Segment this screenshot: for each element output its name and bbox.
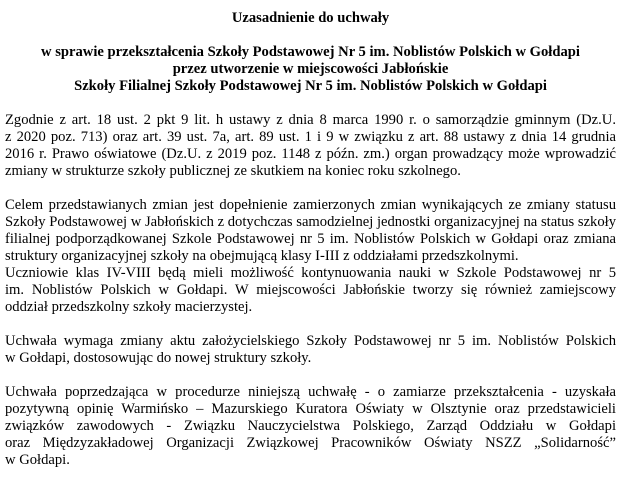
paragraph-line: filialnej podporządkowanej Szkole Podstawowej nr 5 im. Noblistów Polskich w Gołdapi oraz zmiana bbox=[5, 231, 616, 247]
paragraph-opinion bbox=[5, 384, 616, 469]
paragraph-line: Uczniowie klas IV-VIII będą mieli możliwość kontynuowania nauki w Szkole Podstawowej nr 5 bbox=[5, 265, 616, 281]
paragraph-line: Zgodnie z art. 18 ust. 2 pkt 9 lit. h ustawy z dnia 8 marca 1990 r. o samorządzie gminnym (Dz.U. bbox=[5, 112, 616, 128]
paragraph-line: pozytywną opinię Warmińsko – Mazurskiego Kuratora Oświaty w Olsztynie oraz przedstawicieli bbox=[5, 401, 616, 417]
paragraph-line: w Gołdapi. bbox=[5, 452, 70, 468]
paragraph-line: oddział przedszkolny szkoły macierzystej. bbox=[5, 299, 253, 315]
paragraph-students bbox=[5, 265, 616, 316]
document-title: Uzasadnienie do uchwały bbox=[231, 10, 390, 26]
paragraph-line: związków zawodowych - Związku Nauczycielstwa Polskiego, Zarząd Oddziału w Gołdapi bbox=[5, 418, 616, 434]
paragraph-purpose bbox=[5, 197, 616, 265]
paragraph-legal-basis bbox=[5, 112, 616, 180]
paragraph-line: 2016 r. Prawo oświatowe (Dz.U. z 2019 poz. 1148 z późn. zm.) organ prowadzący może wprowadzić bbox=[5, 146, 616, 162]
subtitle-line: przez utworzenie w miejscowości Jabłońskie bbox=[172, 61, 449, 77]
paragraph-line: zmiany w strukturze szkoły publicznej ze skutkiem na koniec roku szkolnego. bbox=[5, 163, 461, 179]
subtitle-line: Szkoły Filialnej Szkoły Podstawowej Nr 5 im. Noblistów Polskich w Gołdapi bbox=[74, 78, 547, 94]
paragraph-line: Celem przedstawianych zmian jest dopełnienie zamierzonych zmian wynikających ze zmiany statusu bbox=[5, 197, 616, 213]
paragraph-line: Uchwała wymaga zmiany aktu założycielskiego Szkoły Podstawowej nr 5 im. Noblistów Polskich bbox=[5, 333, 616, 349]
paragraph-line: w Gołdapi, dostosowując do nowej struktury szkoły. bbox=[5, 350, 312, 366]
paragraph-line: z 2020 poz. 713) oraz art. 39 ust. 7a, art. 89 ust. 1 i 9 w związku z art. 88 ustawy z dnia 14 grudnia bbox=[5, 129, 616, 145]
paragraph-line: struktury organizacyjnej szkoły na obejmującą klasy I-III z oddziałami przedszkolnymi. bbox=[5, 248, 519, 264]
paragraph-line: oraz Międzyzakładowej Organizacji Związkowej Pracowników Oświaty NSZZ „Solidarność” bbox=[5, 435, 616, 451]
subtitle-line: w sprawie przekształcenia Szkoły Podstawowej Nr 5 im. Noblistów Polskich w Gołdapi bbox=[41, 44, 580, 60]
paragraph-founding-act bbox=[5, 333, 616, 367]
paragraph-line: im. Noblistów Polskich w Gołdapi. W miejscowości Jabłońskie tworzy się również zamiejscowy bbox=[5, 282, 616, 298]
document-subtitle bbox=[5, 44, 616, 95]
paragraph-line: Szkoły Podstawowej w Jabłońskich z dotychczas samodzielnej jednostki organizacyjnej na status szkoły bbox=[5, 214, 616, 230]
paragraph-line: Uchwała poprzedzająca w procedurze niniejszą uchwałę - o zamiarze przekształcenia - uzyskała bbox=[5, 384, 616, 400]
